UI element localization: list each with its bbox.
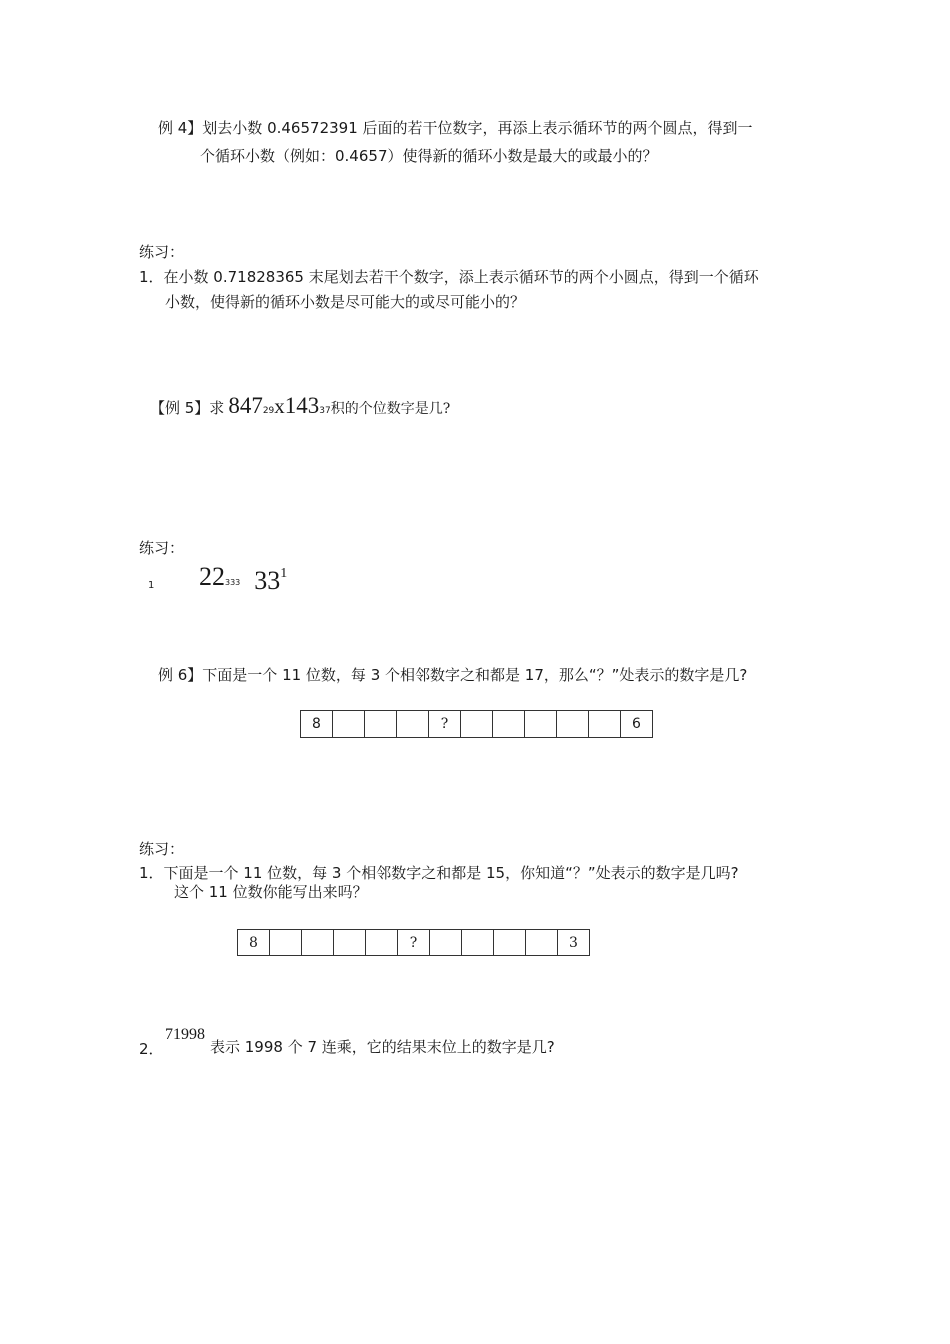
grid-cell: ? [429, 711, 461, 737]
grid-cell [270, 930, 302, 955]
practice3-item-2-text: 表示 1998 个 7 连乘，它的结果末位上的数字是几? [210, 1038, 555, 1056]
practice2-item-number: 1 [148, 580, 155, 591]
grid-cell [397, 711, 429, 737]
practice2-expr1-base: 22 [199, 562, 225, 591]
grid-cell [461, 711, 493, 737]
practice2-expr2-base: 33 [254, 566, 281, 595]
practice3-item-1-line1: 1．下面是一个 11 位数，每 3 个相邻数字之和都是 15，你知道“？”处表示的数字是几吗? [139, 864, 739, 882]
practice3-number-grid [237, 929, 590, 956]
practice2-expr1-sub: 333 [225, 578, 241, 587]
example6-text: 例 6】下面是一个 11 位数，每 3 个相邻数字之和都是 17，那么“？”处表示的数字是几? [158, 666, 748, 684]
grid-cell [302, 930, 334, 955]
grid-cell: 6 [632, 716, 641, 732]
practice-item-1-line1: 1．在小数 0.71828365 末尾划去若干个数字，添上表示循环节的两个小圆点，得到一个循环 [139, 268, 759, 286]
grid-cell [525, 711, 557, 737]
grid-cell: 8 [301, 711, 333, 737]
example6-number-grid [300, 710, 653, 738]
practice2-expr2-sup: 1 [280, 566, 288, 581]
practice3-heading: 练习： [139, 840, 185, 858]
practice2-expression [199, 562, 288, 595]
grid-cell [366, 930, 398, 955]
practice-heading: 练习： [139, 243, 185, 261]
grid-cell: ? [398, 930, 430, 955]
grid-cell [462, 930, 494, 955]
grid-cell [493, 711, 525, 737]
grid-cell [557, 711, 589, 737]
practice3-item-1-line2: 这个 11 位数你能写出来吗？ [174, 883, 368, 901]
example5-question [150, 393, 450, 423]
example5-base1: 847 [228, 393, 263, 418]
example4-line1: 例 4】划去小数 0.46572391 后面的若干位数字，再添上表示循环节的两个圆点，得到一 [158, 119, 753, 137]
practice-item-1-line2: 小数，使得新的循环小数是尽可能大的或尽可能小的？ [165, 293, 526, 311]
practice3-item-2-number: 2． [139, 1040, 164, 1058]
example5-times: x [274, 394, 285, 418]
example5-sub1: 29 [262, 406, 275, 416]
grid-cell: 3 [569, 934, 578, 951]
practice3-item-2-power: 71998 [165, 1026, 205, 1043]
grid-cell [333, 711, 365, 737]
example5-prefix: 【例 5】求 [150, 399, 225, 417]
example5-sub2: 37 [319, 406, 331, 416]
practice2-heading: 练习： [139, 539, 185, 557]
grid-cell [365, 711, 397, 737]
grid-cell [589, 711, 621, 737]
example5-base2: 143 [284, 393, 320, 418]
example4-line2: 个循环小数（例如：0.4657）使得新的循环小数是最大的或最小的？ [200, 147, 658, 165]
grid-cell [494, 930, 526, 955]
grid-cell: 8 [238, 930, 270, 955]
grid-cell [430, 930, 462, 955]
grid-cell [526, 930, 558, 955]
grid-cell [334, 930, 366, 955]
example5-suffix: 积的个位数字是几? [330, 401, 451, 417]
